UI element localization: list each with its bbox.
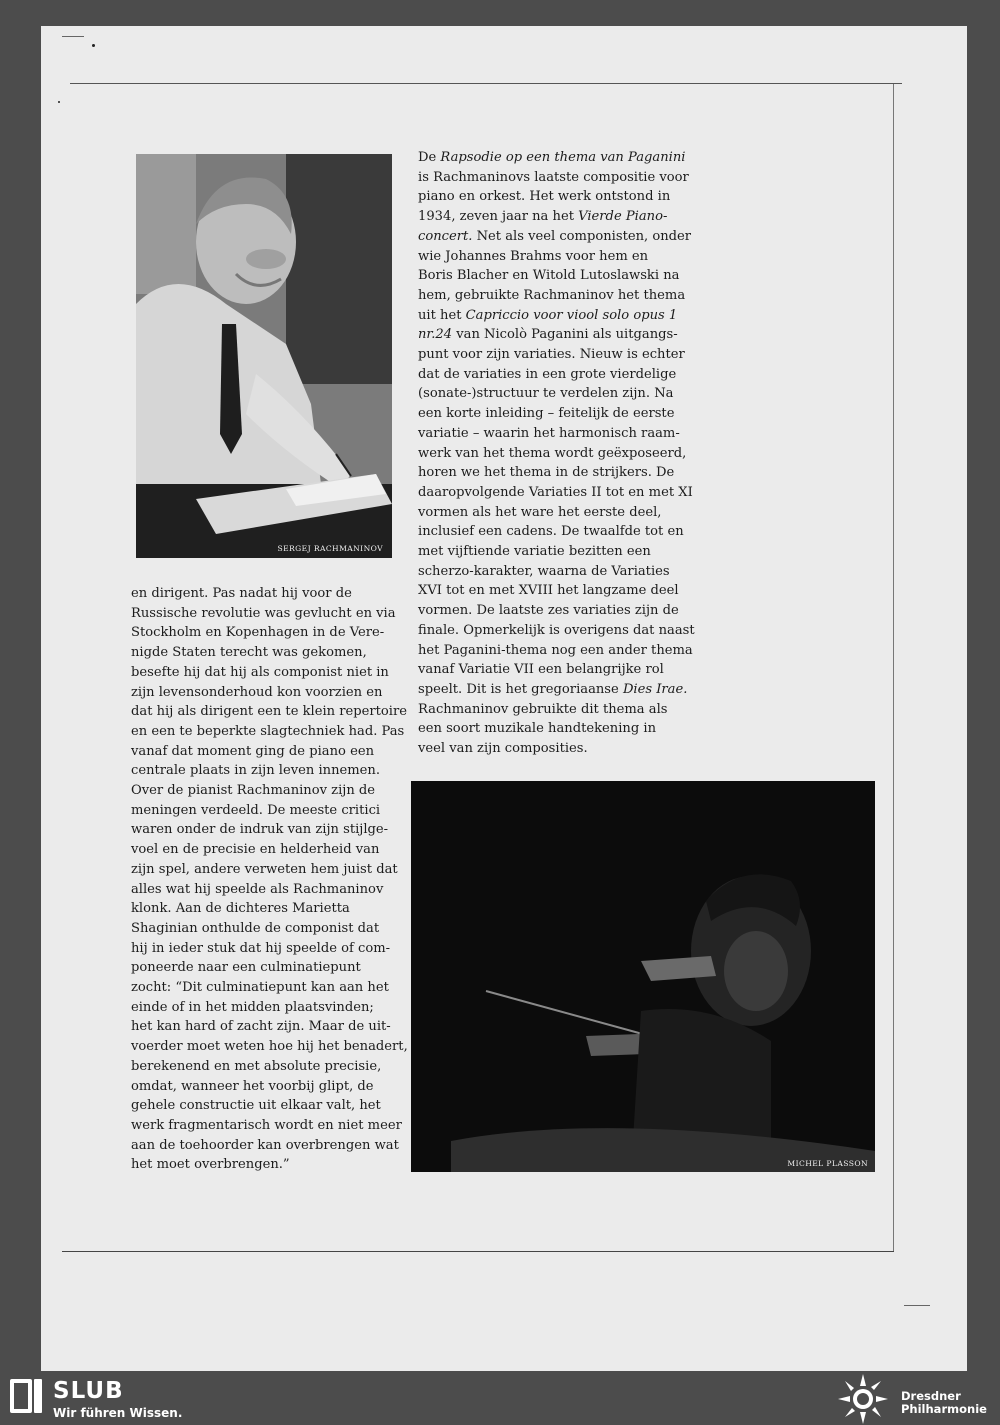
text-line <box>418 503 695 523</box>
text-line: en dirigent. Pas nadat hij voor de <box>131 586 352 601</box>
text-run: daaropvolgende Variaties II tot en met XI <box>418 484 693 500</box>
text-line: alles wat hij speelde als Rachmaninov <box>131 881 384 897</box>
text-line: zijn spel, andere verweten hem juist dat <box>131 861 398 877</box>
rachmaninov-photo <box>136 154 392 558</box>
text-line <box>418 168 695 188</box>
slub-logo-icon <box>10 1379 42 1413</box>
right-rule <box>893 84 894 1251</box>
text-run: hem, gebruikte Rachmaninov het thema <box>418 287 686 303</box>
text-line <box>418 601 695 621</box>
text-line: berekenend en met absolute precisie, <box>131 1058 382 1074</box>
crop-mark <box>62 36 84 37</box>
text-line <box>418 719 695 739</box>
text-line: vanaf dat moment ging de piano een <box>131 743 375 759</box>
text-run: finale. Opmerkelijk is overigens dat naast <box>418 622 695 638</box>
plasson-caption: MICHEL PLASSON <box>787 1159 868 1168</box>
text-line: het kan hard of zacht zijn. Maar de uit- <box>131 1019 391 1035</box>
text-line: besefte hij dat hij als componist niet in <box>131 664 389 680</box>
dresdner-philharmonie-logo-icon <box>838 1374 888 1424</box>
text-run: punt voor zijn variaties. Nieuw is echter <box>418 347 685 363</box>
text-line: gehele constructie uit elkaar valt, het <box>131 1098 381 1114</box>
slub-title: SLUB <box>53 1378 124 1404</box>
text-line: nigde Staten terecht was gekomen, <box>131 645 367 661</box>
text-line <box>418 621 695 641</box>
text-line: werk fragmentarisch wordt en niet meer <box>131 1117 402 1133</box>
text-line: centrale plaats in zijn leven innemen. <box>131 763 381 779</box>
text-line <box>418 148 695 168</box>
text-run: vormen. De laatste zes variaties zijn de <box>418 603 679 619</box>
scan-speck <box>92 44 95 47</box>
text-line: aan de toehoorder kan overbrengen wat <box>131 1137 399 1153</box>
text-run: is Rachmaninovs laatste compositie voor <box>418 169 689 185</box>
left-text-column <box>131 584 408 1175</box>
text-line <box>418 247 695 267</box>
right-text-column <box>418 148 695 759</box>
text-line: omdat, wanneer het voorbij glipt, de <box>131 1078 374 1094</box>
text-line <box>418 187 695 207</box>
text-line <box>418 345 695 365</box>
text-line: meningen verdeeld. De meeste critici <box>131 802 381 818</box>
text-run: variatie – waarin het harmonisch raam- <box>418 425 680 441</box>
text-line <box>418 463 695 483</box>
text-line: voel en de precisie en helderheid van <box>131 842 380 858</box>
text-line: poneerde naar een culminatiepunt <box>131 960 361 976</box>
text-run: uit het <box>418 307 466 323</box>
text-run: inclusief een cadens. De twaalfde tot en <box>418 524 684 540</box>
text-line: hij in ieder stuk dat hij speelde of com- <box>131 940 391 956</box>
text-run: veel van zijn composities. <box>418 741 588 757</box>
text-run: horen we het thema in de strijkers. De <box>418 465 675 481</box>
text-run: met vijftiende variatie bezitten een <box>418 544 651 560</box>
text-line <box>418 365 695 385</box>
text-line <box>418 325 695 345</box>
text-run: vormen als het ware het eerste deel, <box>418 504 662 520</box>
text-run: scherzo-karakter, waarna de Variaties <box>418 563 670 579</box>
text-line: voerder moet weten hoe hij het benadert, <box>131 1039 408 1055</box>
italic-title: concert. <box>418 228 473 244</box>
dresdner-philharmonie-name: Dresdner Philharmonie <box>901 1389 987 1416</box>
text-run: werk van het thema wordt geëxposeerd, <box>418 445 687 461</box>
text-line <box>418 739 695 759</box>
italic-title: Vierde Piano- <box>578 209 668 225</box>
text-line <box>418 266 695 286</box>
italic-title: Dies Irae. <box>622 681 688 697</box>
text-run: vanaf Variatie VII een belangrijke rol <box>418 662 664 678</box>
text-line <box>418 227 695 247</box>
text-line <box>418 424 695 444</box>
italic-title: Capriccio voor viool solo opus 1 <box>465 307 678 323</box>
text-run: Boris Blacher en Witold Lutoslawski na <box>418 268 680 284</box>
portrait-illustration <box>136 154 392 558</box>
text-run: dat de variaties in een grote vierdelige <box>418 366 677 382</box>
text-run: Net als veel componisten, onder <box>472 228 692 244</box>
rachmaninov-caption: SERGEJ RACHMANINOV <box>277 544 383 553</box>
text-run: De <box>418 150 441 165</box>
text-line <box>418 404 695 424</box>
top-rule <box>70 83 902 84</box>
text-run: een soort muzikale handtekening in <box>418 721 657 737</box>
text-line: Stockholm en Kopenhagen in de Vere- <box>131 625 385 641</box>
text-line <box>418 483 695 503</box>
text-line: einde of in het midden plaatsvinden; <box>131 999 374 1015</box>
text-run: (sonate-)structuur te verdelen zijn. Na <box>418 386 674 402</box>
text-line <box>418 306 695 326</box>
text-line: klonk. Aan de dichteres Marietta <box>131 901 350 917</box>
text-line: zocht: “Dit culminatiepunt kan aan het <box>131 980 389 996</box>
text-line <box>418 641 695 661</box>
text-line: waren onder de indruk van zijn stijlge- <box>131 822 389 838</box>
text-run: van Nicolò Paganini als uitgangs- <box>452 327 678 343</box>
text-line: Shaginian onthulde de componist dat <box>131 920 380 936</box>
text-line: zijn levensonderhoud kon voorzien en <box>131 684 383 700</box>
text-line <box>418 542 695 562</box>
text-run: Rachmaninov gebruikte dit thema als <box>418 701 668 717</box>
text-line <box>418 207 695 227</box>
slub-tagline: Wir führen Wissen. <box>53 1406 183 1420</box>
crop-mark <box>904 1305 930 1306</box>
text-line <box>418 581 695 601</box>
italic-title: Rapsodie op een thema van Paganini <box>440 150 686 165</box>
italic-title: nr.24 <box>418 327 453 343</box>
text-line: en een te beperkte slagtechniek had. Pas <box>131 723 405 739</box>
text-line <box>418 680 695 700</box>
text-run: het Paganini-thema nog een ander thema <box>418 642 693 658</box>
text-run: piano en orkest. Het werk ontstond in <box>418 189 671 205</box>
text-line: Russische revolutie was gevlucht en via <box>131 605 396 621</box>
text-line <box>418 444 695 464</box>
text-line <box>418 660 695 680</box>
text-line <box>418 384 695 404</box>
plasson-photo <box>411 781 875 1172</box>
text-run: speelt. Dit is het gregoriaanse <box>418 681 623 697</box>
text-run: 1934, zeven jaar na het <box>418 209 579 225</box>
text-line: dat hij als dirigent een te klein repertoire <box>131 704 407 720</box>
text-run: een korte inleiding – feitelijk de eerste <box>418 406 675 422</box>
text-run: XVI tot en met XVIII het langzame deel <box>418 583 679 599</box>
scan-speck <box>58 101 60 103</box>
bottom-rule <box>62 1251 894 1252</box>
text-line <box>418 700 695 720</box>
text-run: wie Johannes Brahms voor hem en <box>418 248 649 264</box>
text-line <box>418 522 695 542</box>
text-line: Over de pianist Rachmaninov zijn de <box>131 783 376 799</box>
text-line <box>418 562 695 582</box>
conductor-illustration <box>411 781 875 1172</box>
text-line: het moet overbrengen.” <box>131 1157 290 1173</box>
text-line <box>418 286 695 306</box>
